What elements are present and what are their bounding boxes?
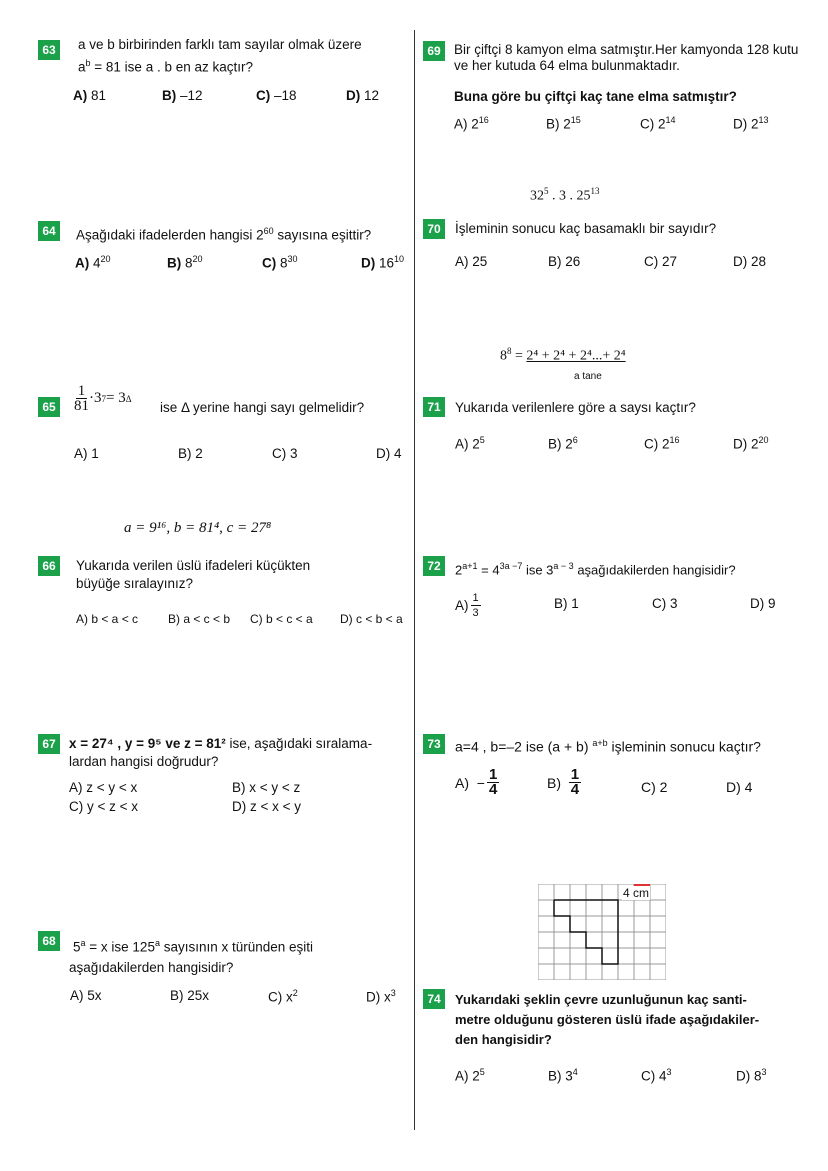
question-text: ise Δ yerine hangi sayı gelmelidir? [160, 400, 365, 415]
question-number: 74 [423, 989, 445, 1009]
math-expression: $32^5$ . 3 . $25^{13}$ [530, 186, 600, 204]
question-text: $2^{a+1} = 4^{3a -7}$ ise $3^{a - 3}$ aşağıdakilerden hangisidir? [455, 561, 736, 578]
question-text: Yukarıdaki şeklin çevre uzunluğunun kaç santi- metre olduğunu gösteren üslü ifade aşağıdakiler- den hangisidir? [455, 992, 760, 1047]
option-b[interactable]: B) 26 [548, 254, 581, 269]
option-c[interactable]: C) $x^2$ [268, 988, 298, 1005]
option-b[interactable]: B) a < c < b [168, 612, 231, 626]
option-b[interactable]: B) 25x [170, 988, 210, 1003]
option-d[interactable]: D) $x^3$ [366, 988, 396, 1005]
option-a[interactable]: A) − $\frac{1}{4}$ [455, 766, 498, 798]
question-number: 68 [38, 931, 60, 951]
question-prompt: Buna göre bu çiftçi kaç tane elma satmıştır? [454, 89, 737, 104]
question-text: a ve b birbirinden farklı tam sayılar olmak üzere $a^b = 81$ ise a . b en az kaçtır? [78, 37, 362, 75]
scale-label: 4 cm [623, 886, 650, 900]
option-b[interactable]: B) 2 [178, 446, 203, 461]
option-b[interactable]: B) $\frac{1}{4}$ [547, 766, 580, 798]
option-d[interactable]: D) 4 [726, 779, 753, 795]
option-a[interactable]: A) $\frac{1}{3}$ [455, 592, 479, 619]
question-number: 71 [423, 397, 445, 417]
option-d[interactable]: D) $16^{10}$ [361, 254, 405, 271]
option-b[interactable]: B) x < y < z [232, 780, 301, 795]
option-b[interactable]: B) $3^4$ [548, 1067, 578, 1084]
option-c[interactable]: C) $4^3$ [641, 1067, 672, 1084]
option-a[interactable]: A) z < y < x [69, 780, 138, 795]
question-text: $5^a = x$ ise 125$^a$ sayısının x türünden eşiti aşağıdakilerden hangisidir? [69, 938, 314, 975]
option-d[interactable]: D) 28 [733, 254, 767, 269]
option-c[interactable]: C) –18 [256, 88, 297, 103]
option-b[interactable]: B) $2^6$ [548, 435, 578, 452]
question-number: 63 [38, 40, 60, 60]
option-a[interactable]: A) 1 [74, 446, 99, 461]
option-b[interactable]: B) $2^{15}$ [546, 115, 581, 132]
option-a[interactable]: A) 81 [73, 88, 107, 103]
option-a[interactable]: A) $2^5$ [455, 435, 485, 452]
option-d[interactable]: D) 4 [376, 446, 402, 461]
question-text: Aşağıdaki ifadelerden hangisi $2^{60}$ sayısına eşittir? [76, 226, 372, 243]
question-number: 72 [423, 556, 445, 576]
brace-label: a tane [574, 371, 602, 382]
column-divider [414, 30, 415, 1130]
question-text: İşleminin sonucu kaç basamaklı bir sayıdır? [455, 221, 717, 236]
option-d[interactable]: D) c < b < a [340, 612, 403, 626]
option-c[interactable]: C) y < z < x [69, 799, 139, 814]
question-number: 70 [423, 219, 445, 239]
option-c[interactable]: C) $8^{30}$ [262, 254, 298, 271]
option-c[interactable]: C) $2^{16}$ [644, 435, 680, 452]
option-c[interactable]: C) 2 [641, 779, 668, 795]
question-text: Yukarıda verilenlere göre a saysı kaçtır? [455, 400, 696, 415]
option-a[interactable]: A) $4^{20}$ [75, 254, 111, 271]
question-text: a=4 , b=–2 ise (a + b) $^{a+b}$ işleminin sonucu kaçtır? [455, 738, 761, 755]
option-b[interactable]: B) 1 [554, 596, 579, 611]
question-text: Yukarıda verilen üslü ifadeleri küçükten büyüğe sıralayınız? [76, 558, 311, 591]
option-a[interactable]: A) 5x [70, 988, 102, 1003]
option-a[interactable]: A) b < a < c [76, 612, 139, 626]
question-number: 67 [38, 734, 60, 754]
question-text: x = 27⁴ , y = 9⁵ ve z = 81² ise, aşağıdaki sıralama- lardan hangisi doğrudur? [69, 736, 373, 769]
option-d[interactable]: D) $8^3$ [736, 1067, 767, 1084]
option-c[interactable]: C) 27 [644, 254, 678, 269]
math-expression: $8^8 = 2^4 + 2^4 + 2^4...+ 2^4$ [500, 346, 626, 364]
question-text: Bir çiftçi 8 kamyon elma satmıştır.Her kamyonda 128 kutu ve her kutuda 64 elma bulunmaktadır. [454, 42, 799, 73]
option-a[interactable]: A) 25 [455, 254, 488, 269]
question-number: 66 [38, 556, 60, 576]
question-number: 73 [423, 734, 445, 754]
option-c[interactable]: C) b < c < a [250, 612, 313, 626]
option-d[interactable]: D) 9 [750, 596, 776, 611]
option-b[interactable]: B) –12 [162, 88, 203, 103]
option-d[interactable]: D) z < x < y [232, 799, 302, 814]
option-d[interactable]: D) $2^{13}$ [733, 115, 769, 132]
option-d[interactable]: D) 12 [346, 88, 380, 103]
question-number: 65 [38, 397, 60, 417]
option-c[interactable]: C) 3 [272, 446, 298, 461]
question-number: 64 [38, 221, 60, 241]
option-b[interactable]: B) $8^{20}$ [167, 254, 203, 271]
given-expression: a = 9¹⁶, b = 81⁴, c = 27⁸ [124, 520, 272, 536]
question-number: 69 [423, 41, 445, 61]
math-expression: $\frac{1}{81}$ ·3 7 = 3 Δ [74, 383, 132, 414]
option-a[interactable]: A) $2^{16}$ [454, 115, 489, 132]
option-d[interactable]: D) $2^{20}$ [733, 435, 769, 452]
option-a[interactable]: A) $2^5$ [455, 1067, 485, 1084]
option-c[interactable]: C) 3 [652, 596, 678, 611]
option-c[interactable]: C) $2^{14}$ [640, 115, 676, 132]
